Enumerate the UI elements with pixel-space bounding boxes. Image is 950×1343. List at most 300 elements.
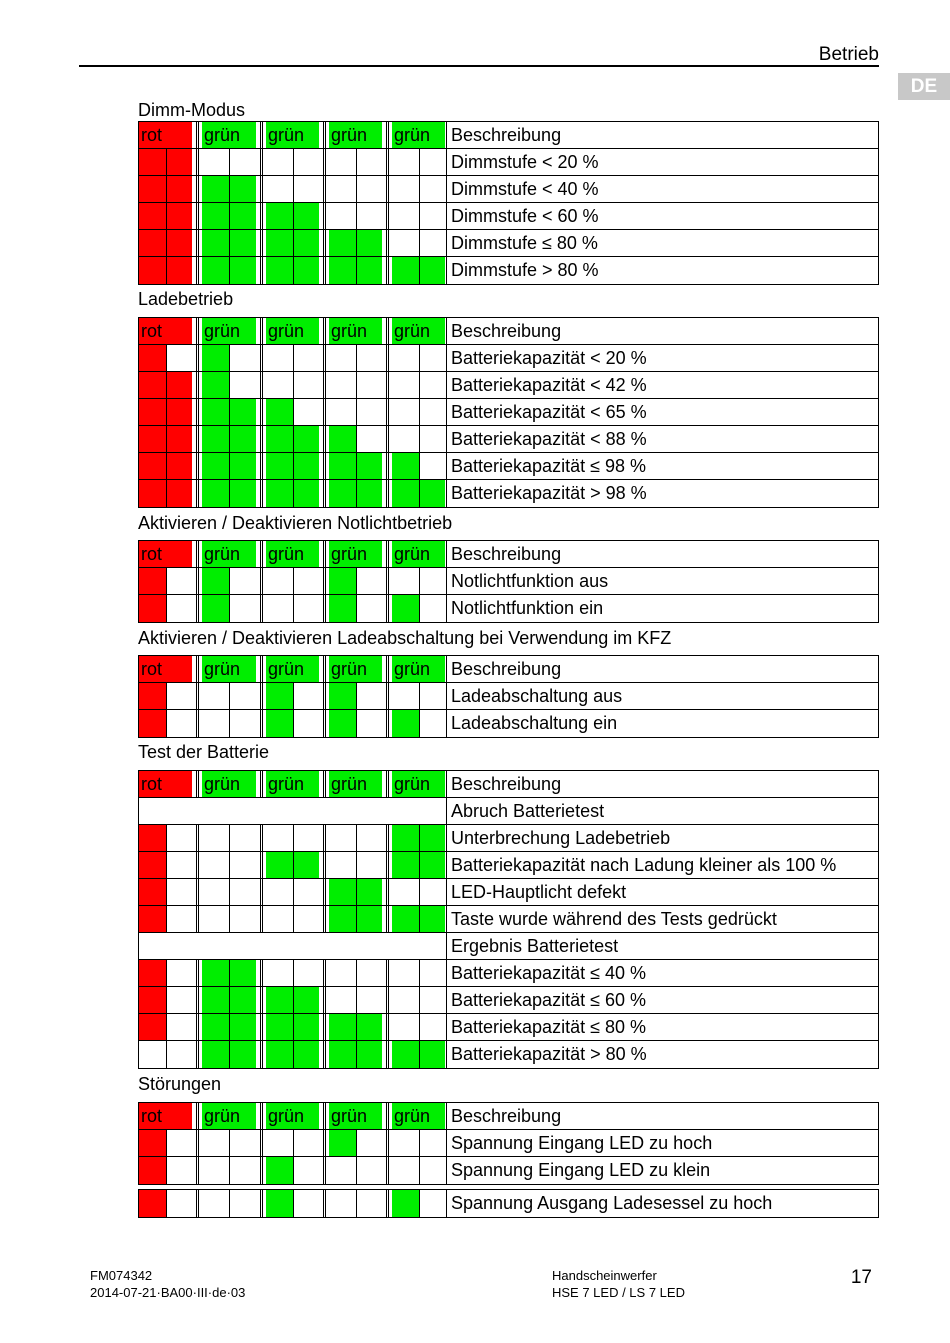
led-red-indicator — [139, 825, 166, 851]
led-green-indicator — [329, 426, 356, 452]
led-status-table — [138, 770, 879, 1069]
half-divider — [229, 1157, 230, 1184]
table-row — [139, 453, 878, 480]
table-row — [139, 1190, 878, 1217]
header-label-gruen: grün — [394, 659, 431, 679]
column-divider — [196, 987, 199, 1013]
table-row — [139, 595, 878, 622]
half-divider — [419, 257, 420, 284]
half-divider — [166, 480, 167, 507]
column-divider — [196, 771, 199, 797]
column-divider — [196, 176, 199, 202]
header-label-gruen: grün — [394, 125, 431, 145]
column-divider — [196, 480, 199, 507]
led-red-indicator — [139, 987, 166, 1013]
column-divider — [323, 987, 326, 1013]
half-divider — [419, 595, 420, 622]
column-divider — [323, 453, 326, 479]
header-label-description: Beschreibung — [446, 541, 878, 567]
half-divider — [229, 426, 230, 452]
column-divider — [260, 656, 263, 682]
column-divider — [260, 541, 263, 567]
column-divider — [196, 568, 199, 594]
column-divider — [386, 149, 389, 175]
table-header-row — [139, 771, 878, 798]
column-divider — [260, 149, 263, 175]
half-divider — [229, 825, 230, 851]
column-divider — [323, 595, 326, 622]
column-divider — [196, 906, 199, 932]
table-subheading-row — [139, 933, 878, 960]
column-divider — [323, 825, 326, 851]
column-divider — [386, 122, 389, 148]
half-divider — [293, 595, 294, 622]
half-divider — [419, 426, 420, 452]
half-divider — [229, 1014, 230, 1040]
half-divider — [419, 399, 420, 425]
table-row — [139, 230, 878, 257]
led-green-indicator — [329, 595, 356, 622]
column-divider — [196, 656, 199, 682]
column-divider — [386, 1103, 389, 1129]
column-divider — [386, 1190, 389, 1217]
table-row — [139, 852, 878, 879]
section-title: Dimm-Modus — [138, 100, 246, 120]
half-divider — [293, 399, 294, 425]
half-divider — [293, 906, 294, 932]
header-label-gruen: grün — [394, 544, 431, 564]
half-divider — [356, 257, 357, 284]
led-red-indicator — [139, 852, 166, 878]
column-divider — [386, 318, 389, 344]
status-description: Dimmstufe < 60 % — [446, 203, 878, 229]
half-divider — [293, 176, 294, 202]
column-divider — [196, 1103, 199, 1129]
section-title: Störungen — [138, 1074, 222, 1094]
half-divider — [293, 480, 294, 507]
column-divider — [323, 426, 326, 452]
half-divider — [229, 257, 230, 284]
table-row — [139, 906, 878, 933]
column-divider — [260, 453, 263, 479]
half-divider — [166, 426, 167, 452]
half-divider — [293, 710, 294, 737]
led-red-indicator — [139, 906, 166, 932]
led-green-indicator — [392, 1190, 419, 1217]
half-divider — [356, 1157, 357, 1184]
half-divider — [166, 203, 167, 229]
half-divider — [356, 480, 357, 507]
half-divider — [229, 453, 230, 479]
half-divider — [356, 568, 357, 594]
led-red-indicator — [139, 345, 166, 371]
led-red-indicator — [139, 1130, 166, 1156]
led-status-table — [138, 655, 879, 738]
half-divider — [166, 345, 167, 371]
column-divider — [323, 399, 326, 425]
column-divider — [323, 656, 326, 682]
half-divider — [356, 399, 357, 425]
column-divider — [386, 1157, 389, 1184]
table-row — [139, 203, 878, 230]
half-divider — [356, 960, 357, 986]
header-label-gruen: grün — [331, 1106, 368, 1126]
half-divider — [166, 906, 167, 932]
half-divider — [229, 906, 230, 932]
half-divider — [166, 825, 167, 851]
half-divider — [166, 879, 167, 905]
half-divider — [419, 987, 420, 1013]
column-divider — [386, 1041, 389, 1068]
header-label-rot: rot — [141, 321, 163, 341]
footer-doc-date: 2014-07-21·BA00·III·de·03 — [90, 1285, 246, 1300]
half-divider — [356, 710, 357, 737]
column-divider — [260, 1014, 263, 1040]
table-row — [139, 1130, 878, 1157]
led-green-indicator — [329, 1130, 356, 1156]
half-divider — [293, 852, 294, 878]
status-description: Unterbrechung Ladebetrieb — [446, 825, 878, 851]
led-green-indicator — [266, 1157, 293, 1184]
table-header-row — [139, 122, 878, 149]
subheading-text: Ergebnis Batterietest — [446, 933, 878, 959]
column-divider — [323, 1157, 326, 1184]
table-row — [139, 710, 878, 737]
half-divider — [166, 960, 167, 986]
column-divider — [323, 879, 326, 905]
status-description: Notlichtfunktion ein — [446, 595, 878, 622]
header-label-gruen: grün — [394, 774, 431, 794]
half-divider — [166, 987, 167, 1013]
header-label-rot: rot — [141, 125, 163, 145]
half-divider — [293, 372, 294, 398]
half-divider — [293, 1157, 294, 1184]
status-description: Spannung Eingang LED zu klein — [446, 1157, 878, 1184]
column-divider — [386, 987, 389, 1013]
column-divider — [260, 176, 263, 202]
column-divider — [196, 1190, 199, 1217]
column-divider — [196, 852, 199, 878]
half-divider — [166, 176, 167, 202]
led-green-indicator — [266, 710, 293, 737]
led-green-indicator — [266, 399, 293, 425]
half-divider — [293, 453, 294, 479]
led-green-indicator — [329, 568, 356, 594]
column-divider — [323, 771, 326, 797]
column-divider — [196, 345, 199, 371]
half-divider — [356, 203, 357, 229]
column-divider — [386, 683, 389, 709]
status-description: Batteriekapazität > 98 % — [446, 480, 878, 507]
led-green-indicator — [392, 595, 419, 622]
column-divider — [386, 825, 389, 851]
half-divider — [293, 230, 294, 256]
header-label-gruen: grün — [268, 774, 305, 794]
column-divider — [386, 372, 389, 398]
column-divider — [260, 426, 263, 452]
column-divider — [196, 541, 199, 567]
half-divider — [356, 453, 357, 479]
table-row — [139, 399, 878, 426]
half-divider — [229, 595, 230, 622]
status-description: Dimmstufe < 40 % — [446, 176, 878, 202]
table-row — [139, 825, 878, 852]
column-divider — [386, 541, 389, 567]
half-divider — [419, 1130, 420, 1156]
led-status-table — [138, 317, 879, 508]
column-divider — [386, 480, 389, 507]
column-divider — [260, 879, 263, 905]
column-divider — [196, 257, 199, 284]
table-row — [139, 372, 878, 399]
page-header-title: Betrieb — [818, 44, 879, 65]
column-divider — [260, 345, 263, 371]
half-divider — [356, 595, 357, 622]
half-divider — [229, 710, 230, 737]
column-divider — [386, 1014, 389, 1040]
status-description: Taste wurde während des Tests gedrückt — [446, 906, 878, 932]
status-description: Batteriekapazität ≤ 40 % — [446, 960, 878, 986]
column-divider — [386, 960, 389, 986]
column-divider — [196, 1130, 199, 1156]
half-divider — [166, 453, 167, 479]
column-divider — [260, 1190, 263, 1217]
half-divider — [356, 906, 357, 932]
half-divider — [229, 345, 230, 371]
column-divider — [260, 480, 263, 507]
led-status-table — [138, 121, 879, 285]
column-divider — [323, 345, 326, 371]
half-divider — [419, 1190, 420, 1217]
section-title: Aktivieren / Deaktivieren Ladeabschaltung bei Verwendung im KFZ — [138, 628, 672, 648]
column-divider — [260, 1130, 263, 1156]
half-divider — [419, 176, 420, 202]
column-divider — [260, 203, 263, 229]
header-label-gruen: grün — [331, 125, 368, 145]
table-row — [139, 568, 878, 595]
column-divider — [323, 683, 326, 709]
column-divider — [323, 1041, 326, 1068]
half-divider — [293, 825, 294, 851]
column-divider — [386, 176, 389, 202]
half-divider — [229, 176, 230, 202]
led-red-indicator — [139, 568, 166, 594]
column-divider — [323, 568, 326, 594]
half-divider — [166, 683, 167, 709]
led-green-indicator — [392, 453, 419, 479]
status-description: Ladeabschaltung ein — [446, 710, 878, 737]
half-divider — [419, 345, 420, 371]
column-divider — [260, 257, 263, 284]
column-divider — [323, 906, 326, 932]
half-divider — [229, 1130, 230, 1156]
column-divider — [196, 453, 199, 479]
half-divider — [229, 203, 230, 229]
half-divider — [293, 960, 294, 986]
status-description: Batteriekapazität nach Ladung kleiner als 100 % — [446, 852, 878, 878]
half-divider — [229, 879, 230, 905]
table-row — [139, 480, 878, 507]
column-divider — [323, 176, 326, 202]
column-divider — [196, 710, 199, 737]
half-divider — [166, 230, 167, 256]
status-description: Batteriekapazität < 65 % — [446, 399, 878, 425]
column-divider — [196, 960, 199, 986]
half-divider — [166, 1014, 167, 1040]
half-divider — [356, 1014, 357, 1040]
column-divider — [196, 318, 199, 344]
table-row — [139, 149, 878, 176]
half-divider — [356, 683, 357, 709]
half-divider — [229, 372, 230, 398]
section-title: Ladebetrieb — [138, 289, 234, 309]
status-description: Batteriekapazität ≤ 60 % — [446, 987, 878, 1013]
status-description: Ladeabschaltung aus — [446, 683, 878, 709]
led-green-indicator — [202, 595, 229, 622]
column-divider — [386, 656, 389, 682]
header-label-rot: rot — [141, 659, 163, 679]
table-header-row — [139, 656, 878, 683]
column-divider — [323, 149, 326, 175]
column-divider — [260, 987, 263, 1013]
half-divider — [356, 426, 357, 452]
header-label-rot: rot — [141, 774, 163, 794]
column-divider — [323, 852, 326, 878]
led-red-indicator — [139, 1190, 166, 1217]
half-divider — [419, 852, 420, 878]
half-divider — [419, 568, 420, 594]
led-status-table — [138, 1189, 879, 1218]
header-label-gruen: grün — [331, 659, 368, 679]
header-label-gruen: grün — [268, 1106, 305, 1126]
half-divider — [229, 230, 230, 256]
column-divider — [260, 771, 263, 797]
column-divider — [386, 426, 389, 452]
led-green-indicator — [202, 345, 229, 371]
column-divider — [260, 399, 263, 425]
column-divider — [260, 318, 263, 344]
column-divider — [323, 710, 326, 737]
table-row — [139, 426, 878, 453]
table-row — [139, 345, 878, 372]
column-divider — [260, 595, 263, 622]
half-divider — [356, 372, 357, 398]
table-subheading-row — [139, 798, 878, 825]
column-divider — [196, 149, 199, 175]
half-divider — [419, 906, 420, 932]
half-divider — [356, 1190, 357, 1217]
column-divider — [260, 372, 263, 398]
header-label-gruen: grün — [268, 544, 305, 564]
half-divider — [166, 1130, 167, 1156]
half-divider — [356, 825, 357, 851]
column-divider — [386, 230, 389, 256]
half-divider — [229, 683, 230, 709]
header-label-gruen: grün — [394, 321, 431, 341]
half-divider — [166, 1157, 167, 1184]
led-red-indicator — [139, 960, 166, 986]
column-divider — [260, 852, 263, 878]
column-divider — [260, 825, 263, 851]
header-label-gruen: grün — [331, 774, 368, 794]
table-row — [139, 257, 878, 284]
status-description: Spannung Eingang LED zu hoch — [446, 1130, 878, 1156]
half-divider — [419, 1041, 420, 1068]
column-divider — [196, 683, 199, 709]
half-divider — [293, 683, 294, 709]
header-label-rot: rot — [141, 1106, 163, 1126]
table-header-row — [139, 541, 878, 568]
led-red-indicator — [139, 683, 166, 709]
status-description: Batteriekapazität > 80 % — [446, 1041, 878, 1068]
half-divider — [293, 203, 294, 229]
half-divider — [229, 399, 230, 425]
column-divider — [196, 122, 199, 148]
table-row — [139, 1157, 878, 1184]
status-description: Notlichtfunktion aus — [446, 568, 878, 594]
column-divider — [260, 568, 263, 594]
led-green-indicator — [329, 683, 356, 709]
header-label-gruen: grün — [394, 1106, 431, 1126]
half-divider — [166, 595, 167, 622]
half-divider — [293, 1014, 294, 1040]
led-green-indicator — [266, 683, 293, 709]
column-divider — [386, 453, 389, 479]
half-divider — [356, 852, 357, 878]
footer-product-name: Handscheinwerfer — [552, 1268, 657, 1283]
half-divider — [293, 345, 294, 371]
half-divider — [166, 257, 167, 284]
column-divider — [323, 480, 326, 507]
half-divider — [356, 1041, 357, 1068]
table-row — [139, 1041, 878, 1068]
half-divider — [419, 372, 420, 398]
half-divider — [166, 149, 167, 175]
header-label-gruen: grün — [331, 321, 368, 341]
half-divider — [293, 1130, 294, 1156]
half-divider — [293, 568, 294, 594]
header-label-description: Beschreibung — [446, 1103, 878, 1129]
column-divider — [386, 345, 389, 371]
half-divider — [356, 879, 357, 905]
led-red-indicator — [139, 595, 166, 622]
half-divider — [419, 960, 420, 986]
column-divider — [323, 1103, 326, 1129]
led-green-indicator — [392, 710, 419, 737]
header-label-gruen: grün — [204, 321, 241, 341]
header-label-description: Beschreibung — [446, 122, 878, 148]
column-divider — [260, 1157, 263, 1184]
section-title: Test der Batterie — [138, 742, 270, 762]
header-label-description: Beschreibung — [446, 771, 878, 797]
column-divider — [196, 230, 199, 256]
status-description: Dimmstufe < 20 % — [446, 149, 878, 175]
column-divider — [196, 1041, 199, 1068]
column-divider — [386, 399, 389, 425]
table-row — [139, 1014, 878, 1041]
half-divider — [419, 149, 420, 175]
column-divider — [323, 122, 326, 148]
column-divider — [386, 595, 389, 622]
half-divider — [166, 1041, 167, 1068]
half-divider — [229, 960, 230, 986]
column-divider — [196, 372, 199, 398]
column-divider — [260, 906, 263, 932]
column-divider — [260, 960, 263, 986]
column-divider — [323, 257, 326, 284]
column-divider — [196, 1157, 199, 1184]
column-divider — [196, 595, 199, 622]
